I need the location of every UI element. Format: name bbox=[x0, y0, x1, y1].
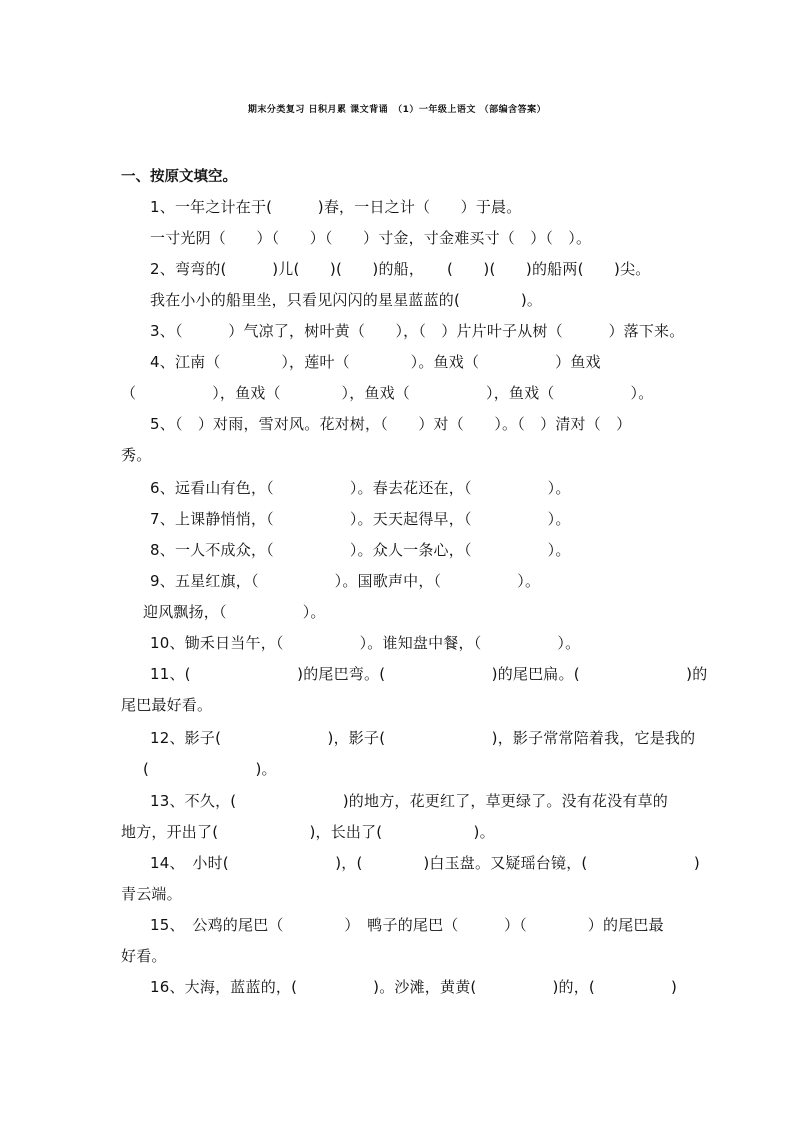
exercise-line-8: 8、一人不成众，（ ）。众人一条心，（ ）。 bbox=[150, 541, 571, 559]
exercise-line-9: 9、五星红旗，（ ）。国歌声中，（ ）。 bbox=[150, 572, 541, 590]
exercise-line-13: 13、不久，( )的地方，花更红了，草更绿了。没有花没有草的 bbox=[150, 792, 668, 810]
exercise-line-4-cont: （ ），鱼戏（ ），鱼戏（ ），鱼戏（ ）。 bbox=[121, 384, 654, 402]
exercise-line-13-cont: 地方，开出了( )，长出了( )。 bbox=[121, 823, 495, 841]
exercise-line-11: 11、( )的尾巴弯。( )的尾巴扁。( )的 bbox=[150, 665, 708, 683]
exercise-line-4: 4、江南（ ），莲叶（ ）。鱼戏（ ）鱼戏 bbox=[150, 353, 601, 371]
document-title: 期末分类复习 日积月累 课文背诵 （1）一年级上语文 （部编含答案） bbox=[247, 105, 547, 115]
exercise-line-16: 16、大海，蓝蓝的，( )。沙滩，黄黄( )的，( ) bbox=[150, 978, 678, 996]
exercise-line-10: 10、锄禾日当午，（ ）。谁知盘中餐，（ ）。 bbox=[150, 634, 581, 652]
exercise-line-1: 1、一年之计在于( )春，一日之计（ ）于晨。 bbox=[150, 198, 522, 216]
exercise-line-5-cont: 秀。 bbox=[121, 446, 152, 464]
exercise-line-15-cont: 好看。 bbox=[121, 947, 167, 965]
section-heading: 一、按原文填空。 bbox=[121, 169, 237, 185]
exercise-line-11-cont: 尾巴最好看。 bbox=[121, 696, 213, 714]
exercise-line-1-cont: 一寸光阴（ ）（ ）（ ）寸金，寸金难买寸（ ）（ ）。 bbox=[150, 229, 592, 247]
exercise-line-12: 12、影子( )，影子( )，影子常常陪着我，它是我的 bbox=[150, 729, 696, 747]
exercise-line-12-cont: ( )。 bbox=[143, 760, 277, 778]
exercise-line-9-cont: 迎风飘扬，（ ）。 bbox=[143, 603, 326, 621]
exercise-line-6: 6、远看山有色，（ ）。春去花还在，（ ）。 bbox=[150, 479, 571, 497]
exercise-line-2-cont: 我在小小的船里坐，只看见闪闪的星星蓝蓝的( )。 bbox=[150, 291, 543, 309]
exercise-line-5: 5、（ ）对雨，雪对风。花对树，（ ）对（ ）。（ ）清对（ ） bbox=[150, 415, 632, 433]
exercise-line-7: 7、上课静悄悄，（ ）。天天起得早，（ ）。 bbox=[150, 510, 571, 528]
exercise-line-3: 3、（ ）气凉了，树叶黄（ ），（ ）片片叶子从树（ ）落下来。 bbox=[150, 322, 685, 340]
exercise-line-15: 15、 公鸡的尾巴（ ） 鸭子的尾巴（ ）（ ）的尾巴最 bbox=[150, 916, 664, 934]
exercise-line-14: 14、 小时( )，( )白玉盘。又疑瑶台镜，( ) bbox=[150, 854, 700, 872]
exercise-line-14-cont: 青云端。 bbox=[121, 885, 182, 903]
exercise-line-2: 2、弯弯的( )儿( )( )的船， ( )( )的船两( )尖。 bbox=[150, 260, 651, 278]
